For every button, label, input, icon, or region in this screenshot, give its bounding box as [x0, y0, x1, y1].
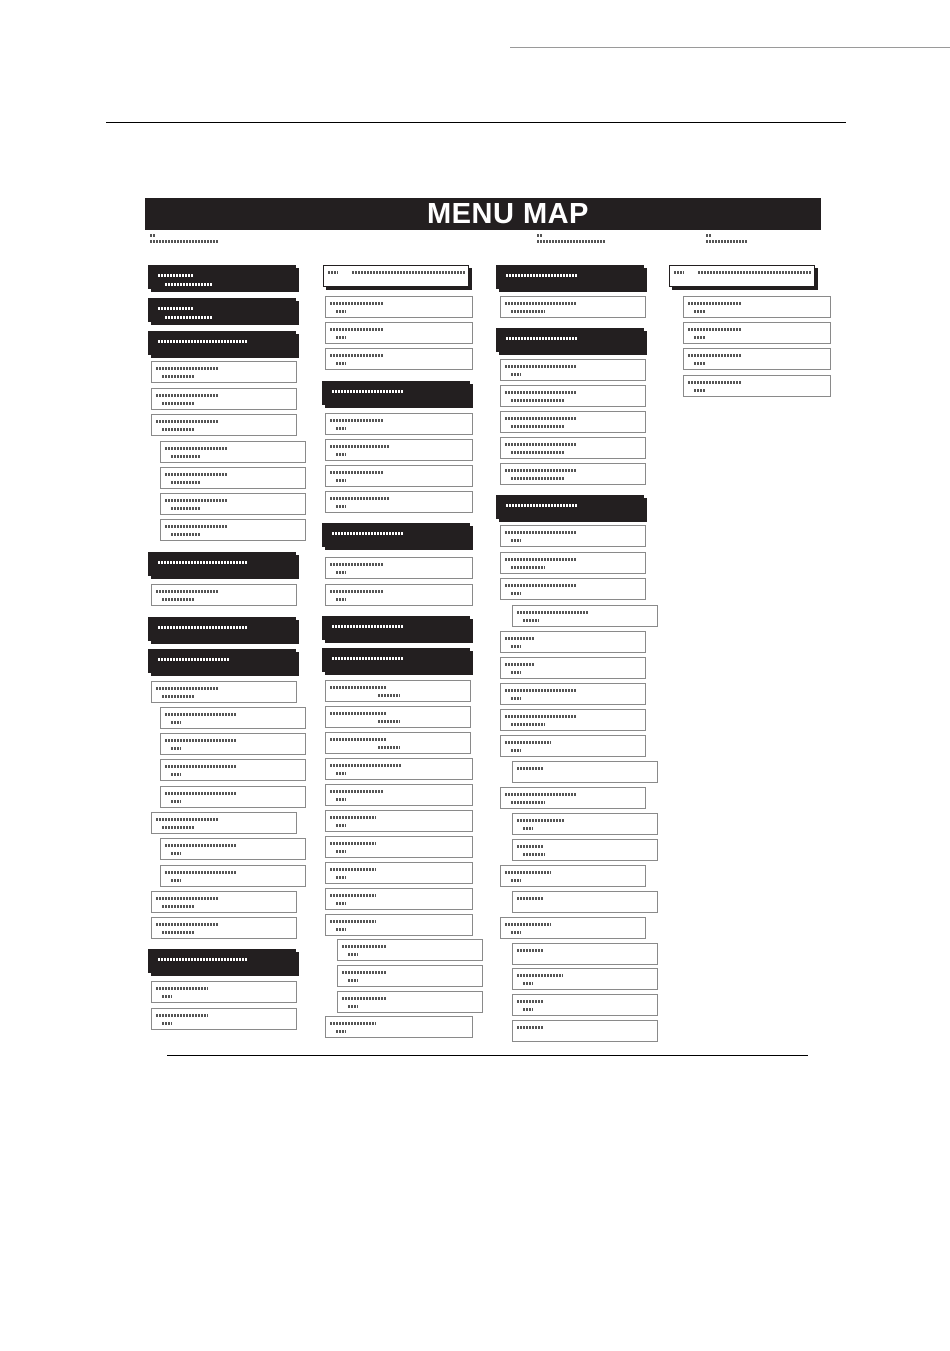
- entry-label-placeholder: [517, 1026, 543, 1029]
- entry-label-placeholder: [336, 850, 346, 853]
- entry-label-placeholder: [336, 876, 346, 879]
- entry-label-placeholder: [165, 871, 237, 874]
- menu-header: [499, 268, 647, 292]
- menu-entry: [500, 578, 646, 600]
- menu-entry: [151, 361, 297, 383]
- entry-label-placeholder: [330, 302, 384, 305]
- entry-label-placeholder: [505, 558, 577, 561]
- menu-entry: [151, 891, 297, 913]
- entry-label-placeholder: [156, 687, 218, 690]
- entry-label-placeholder: [156, 923, 218, 926]
- menu-entry: [325, 1016, 473, 1038]
- entry-label-placeholder: [171, 507, 201, 510]
- menu-entry: [325, 584, 473, 606]
- entry-label-placeholder: [330, 816, 376, 819]
- entry-label-placeholder: [336, 336, 346, 339]
- entry-label-placeholder: [158, 958, 248, 961]
- entry-label-placeholder: [505, 443, 577, 446]
- entry-label-placeholder: [156, 367, 218, 370]
- menu-entry: [500, 411, 646, 433]
- entry-label-placeholder: [330, 868, 376, 871]
- entry-label-placeholder: [332, 625, 404, 628]
- entry-label-placeholder: [330, 764, 402, 767]
- entry-label-placeholder: [330, 471, 384, 474]
- entry-label-placeholder: [517, 611, 589, 614]
- menu-map-banner: [145, 198, 821, 230]
- entry-label-placeholder: [330, 445, 390, 448]
- entry-label-placeholder: [330, 920, 376, 923]
- menu-entry: [151, 414, 297, 436]
- entry-label-placeholder: [162, 995, 172, 998]
- entry-label-placeholder: [352, 271, 466, 274]
- entry-label-placeholder: [517, 845, 543, 848]
- menu-entry: [337, 991, 483, 1013]
- menu-header: [325, 619, 473, 643]
- entry-label-placeholder: [156, 897, 218, 900]
- menu-entry: [500, 525, 646, 547]
- menu-entry: [500, 735, 646, 757]
- menu-entry: [500, 917, 646, 939]
- entry-label-placeholder: [506, 274, 578, 277]
- entry-label-placeholder: [162, 1022, 172, 1025]
- menu-entry: [160, 493, 306, 515]
- entry-label-placeholder: [348, 979, 358, 982]
- entry-label-placeholder: [378, 746, 400, 749]
- entry-label-placeholder: [171, 533, 201, 536]
- entry-label-placeholder: [336, 453, 346, 456]
- menu-entry: [160, 733, 306, 755]
- entry-label-placeholder: [505, 793, 577, 796]
- menu-entry: [325, 732, 471, 754]
- menu-entry: [151, 388, 297, 410]
- entry-label-placeholder: [165, 499, 227, 502]
- menu-entry: [325, 810, 473, 832]
- entry-label-placeholder: [330, 419, 384, 422]
- menu-entry: [500, 296, 646, 318]
- menu-entry: [500, 359, 646, 381]
- menu-entry: [683, 322, 831, 344]
- menu-entry: [683, 375, 831, 397]
- entry-label-placeholder: [162, 931, 194, 934]
- menu-entry: [151, 917, 297, 939]
- entry-label-placeholder: [332, 532, 404, 535]
- menu-entry: [325, 491, 473, 513]
- entry-label-placeholder: [505, 531, 577, 534]
- menu-header: [323, 265, 469, 287]
- menu-entry: [512, 891, 658, 913]
- entry-label-placeholder: [158, 307, 194, 310]
- entry-label-placeholder: [330, 497, 390, 500]
- menu-entry: [512, 813, 658, 835]
- entry-label-placeholder: [165, 739, 237, 742]
- entry-label-placeholder: [336, 824, 346, 827]
- entry-label-placeholder: [511, 931, 521, 934]
- entry-label-placeholder: [158, 340, 248, 343]
- entry-label-placeholder: [165, 525, 227, 528]
- entry-label-placeholder: [506, 504, 578, 507]
- entry-label-placeholder: [156, 420, 218, 423]
- top-right-rule: [510, 47, 950, 48]
- entry-label-placeholder: [156, 818, 218, 821]
- entry-label-placeholder: [336, 902, 346, 905]
- entry-label-placeholder: [517, 974, 563, 977]
- entry-label-placeholder: [330, 590, 384, 593]
- entry-label-placeholder: [517, 1000, 543, 1003]
- entry-label-placeholder: [330, 738, 386, 741]
- menu-entry: [160, 786, 306, 808]
- entry-label-placeholder: [688, 328, 742, 331]
- menu-entry: [151, 681, 297, 703]
- menu-entry: [325, 322, 473, 344]
- entry-label-placeholder: [156, 394, 218, 397]
- entry-label-placeholder: [505, 871, 551, 874]
- entry-label-placeholder: [517, 767, 543, 770]
- menu-entry: [151, 1008, 297, 1030]
- menu-entry: [500, 657, 646, 679]
- entry-label-placeholder: [165, 765, 237, 768]
- menu-entry: [500, 552, 646, 574]
- entry-label-placeholder: [158, 561, 248, 564]
- entry-label-placeholder: [171, 481, 201, 484]
- menu-entry: [160, 838, 306, 860]
- entry-label-placeholder: [162, 598, 194, 601]
- entry-label-placeholder: [158, 626, 248, 629]
- menu-entry: [500, 787, 646, 809]
- menu-header: [669, 265, 815, 287]
- entry-label-placeholder: [165, 447, 227, 450]
- entry-label-placeholder: [336, 571, 346, 574]
- menu-entry: [500, 385, 646, 407]
- entry-label-placeholder: [505, 663, 535, 666]
- menu-entry: [151, 981, 297, 1003]
- entry-label-placeholder: [511, 723, 545, 726]
- menu-header: [325, 384, 473, 408]
- entry-label-placeholder: [162, 402, 194, 405]
- entry-label-placeholder: [162, 428, 194, 431]
- entry-label-placeholder: [694, 362, 706, 365]
- menu-entry: [325, 296, 473, 318]
- menu-entry: [500, 865, 646, 887]
- entry-label-placeholder: [336, 798, 346, 801]
- entry-label-placeholder: [330, 328, 384, 331]
- menu-entry: [160, 865, 306, 887]
- menu-header: [151, 555, 299, 579]
- entry-label-placeholder: [694, 389, 706, 392]
- entry-label-placeholder: [336, 1030, 346, 1033]
- entry-label-placeholder: [336, 479, 346, 482]
- entry-label-placeholder: [511, 697, 521, 700]
- menu-header: [325, 526, 473, 550]
- menu-entry: [325, 465, 473, 487]
- entry-label-placeholder: [505, 365, 577, 368]
- entry-label-placeholder: [505, 637, 535, 640]
- entry-label-placeholder: [505, 584, 577, 587]
- menu-entry: [500, 709, 646, 731]
- entry-label-placeholder: [336, 310, 346, 313]
- menu-entry: [151, 584, 297, 606]
- entry-label-placeholder: [517, 819, 565, 822]
- menu-header: [499, 331, 647, 355]
- entry-label-placeholder: [511, 592, 521, 595]
- legend-3: [706, 234, 748, 243]
- menu-entry: [337, 939, 483, 961]
- entry-label-placeholder: [505, 715, 577, 718]
- menu-entry: [325, 413, 473, 435]
- entry-label-placeholder: [517, 949, 543, 952]
- entry-label-placeholder: [511, 373, 521, 376]
- menu-header: [151, 268, 299, 292]
- entry-label-placeholder: [505, 391, 577, 394]
- header-rule: [106, 122, 846, 123]
- menu-entry: [325, 914, 473, 936]
- entry-label-placeholder: [523, 982, 533, 985]
- entry-label-placeholder: [156, 1014, 208, 1017]
- menu-entry: [325, 706, 471, 728]
- entry-label-placeholder: [156, 987, 208, 990]
- entry-label-placeholder: [171, 747, 181, 750]
- entry-label-placeholder: [330, 686, 386, 689]
- legend-1: [150, 234, 218, 243]
- entry-label-placeholder: [171, 721, 181, 724]
- entry-label-placeholder: [158, 658, 230, 661]
- entry-label-placeholder: [378, 720, 400, 723]
- entry-label-placeholder: [688, 302, 742, 305]
- entry-label-placeholder: [505, 689, 577, 692]
- footer-rule: [167, 1055, 808, 1056]
- entry-label-placeholder: [171, 773, 181, 776]
- entry-label-placeholder: [511, 879, 521, 882]
- menu-entry: [512, 761, 658, 783]
- menu-entry: [512, 1020, 658, 1042]
- entry-label-placeholder: [342, 997, 386, 1000]
- menu-entry: [160, 519, 306, 541]
- entry-label-placeholder: [511, 399, 565, 402]
- entry-label-placeholder: [336, 362, 346, 365]
- menu-header: [151, 620, 299, 644]
- menu-entry: [512, 968, 658, 990]
- entry-label-placeholder: [688, 354, 742, 357]
- menu-entry: [160, 467, 306, 489]
- entry-label-placeholder: [330, 354, 384, 357]
- entry-label-placeholder: [378, 694, 400, 697]
- menu-header: [151, 334, 299, 358]
- menu-entry: [512, 605, 658, 627]
- menu-entry: [512, 994, 658, 1016]
- entry-label-placeholder: [523, 1008, 533, 1011]
- menu-entry: [151, 812, 297, 834]
- menu-entry: [325, 862, 473, 884]
- entry-label-placeholder: [505, 469, 577, 472]
- entry-label-placeholder: [330, 842, 376, 845]
- entry-label-placeholder: [165, 283, 213, 286]
- entry-label-placeholder: [332, 657, 404, 660]
- menu-entry: [500, 631, 646, 653]
- entry-label-placeholder: [171, 455, 201, 458]
- entry-label-placeholder: [505, 923, 551, 926]
- entry-label-placeholder: [688, 381, 742, 384]
- menu-header: [151, 952, 299, 976]
- entry-label-placeholder: [171, 800, 181, 803]
- entry-label-placeholder: [523, 853, 545, 856]
- entry-label-placeholder: [165, 316, 213, 319]
- entry-label-placeholder: [336, 772, 346, 775]
- entry-label-placeholder: [158, 274, 194, 277]
- entry-label-placeholder: [348, 1005, 358, 1008]
- menu-entry: [160, 441, 306, 463]
- entry-label-placeholder: [511, 801, 545, 804]
- menu-entry: [160, 707, 306, 729]
- menu-header: [151, 652, 299, 676]
- menu-entry: [160, 759, 306, 781]
- entry-label-placeholder: [698, 271, 812, 274]
- entry-label-placeholder: [511, 477, 565, 480]
- entry-label-placeholder: [165, 473, 227, 476]
- menu-entry: [500, 463, 646, 485]
- entry-label-placeholder: [162, 905, 194, 908]
- menu-entry: [325, 836, 473, 858]
- menu-entry: [325, 680, 471, 702]
- entry-label-placeholder: [336, 928, 346, 931]
- menu-entry: [512, 839, 658, 861]
- entry-label-placeholder: [336, 427, 346, 430]
- menu-entry: [325, 439, 473, 461]
- entry-label-placeholder: [505, 302, 577, 305]
- entry-label-placeholder: [511, 566, 545, 569]
- entry-label-placeholder: [328, 271, 338, 274]
- entry-label-placeholder: [506, 337, 578, 340]
- entry-label-placeholder: [511, 539, 521, 542]
- entry-label-placeholder: [330, 894, 376, 897]
- entry-label-placeholder: [342, 945, 386, 948]
- entry-label-placeholder: [162, 695, 194, 698]
- legend-2: [537, 234, 605, 243]
- menu-entry: [325, 348, 473, 370]
- entry-label-placeholder: [517, 897, 543, 900]
- entry-label-placeholder: [342, 971, 386, 974]
- entry-label-placeholder: [674, 271, 684, 274]
- entry-label-placeholder: [336, 598, 346, 601]
- menu-entry: [500, 683, 646, 705]
- menu-entry: [325, 557, 473, 579]
- entry-label-placeholder: [171, 879, 181, 882]
- entry-label-placeholder: [511, 310, 545, 313]
- menu-entry: [325, 758, 473, 780]
- entry-label-placeholder: [336, 505, 346, 508]
- entry-label-placeholder: [162, 826, 194, 829]
- entry-label-placeholder: [511, 425, 565, 428]
- menu-entry: [512, 943, 658, 965]
- entry-label-placeholder: [330, 1022, 376, 1025]
- entry-label-placeholder: [330, 712, 386, 715]
- menu-header: [499, 498, 647, 522]
- entry-label-placeholder: [511, 645, 521, 648]
- menu-entry: [325, 888, 473, 910]
- menu-header: [325, 651, 473, 675]
- entry-label-placeholder: [165, 792, 237, 795]
- entry-label-placeholder: [505, 741, 551, 744]
- entry-label-placeholder: [165, 713, 237, 716]
- entry-label-placeholder: [165, 844, 237, 847]
- menu-header: [151, 301, 299, 325]
- entry-label-placeholder: [511, 671, 521, 674]
- entry-label-placeholder: [694, 310, 706, 313]
- entry-label-placeholder: [332, 390, 404, 393]
- menu-entry: [500, 437, 646, 459]
- entry-label-placeholder: [511, 451, 565, 454]
- entry-label-placeholder: [330, 563, 384, 566]
- menu-entry: [325, 784, 473, 806]
- entry-label-placeholder: [162, 375, 194, 378]
- menu-entry: [683, 296, 831, 318]
- menu-entry: [683, 348, 831, 370]
- entry-label-placeholder: [171, 852, 181, 855]
- menu-map-title: MENU MAP: [427, 198, 589, 230]
- entry-label-placeholder: [511, 749, 521, 752]
- entry-label-placeholder: [694, 336, 706, 339]
- entry-label-placeholder: [523, 619, 539, 622]
- entry-label-placeholder: [505, 417, 577, 420]
- entry-label-placeholder: [348, 953, 358, 956]
- entry-label-placeholder: [156, 590, 218, 593]
- menu-entry: [337, 965, 483, 987]
- entry-label-placeholder: [330, 790, 384, 793]
- entry-label-placeholder: [523, 827, 533, 830]
